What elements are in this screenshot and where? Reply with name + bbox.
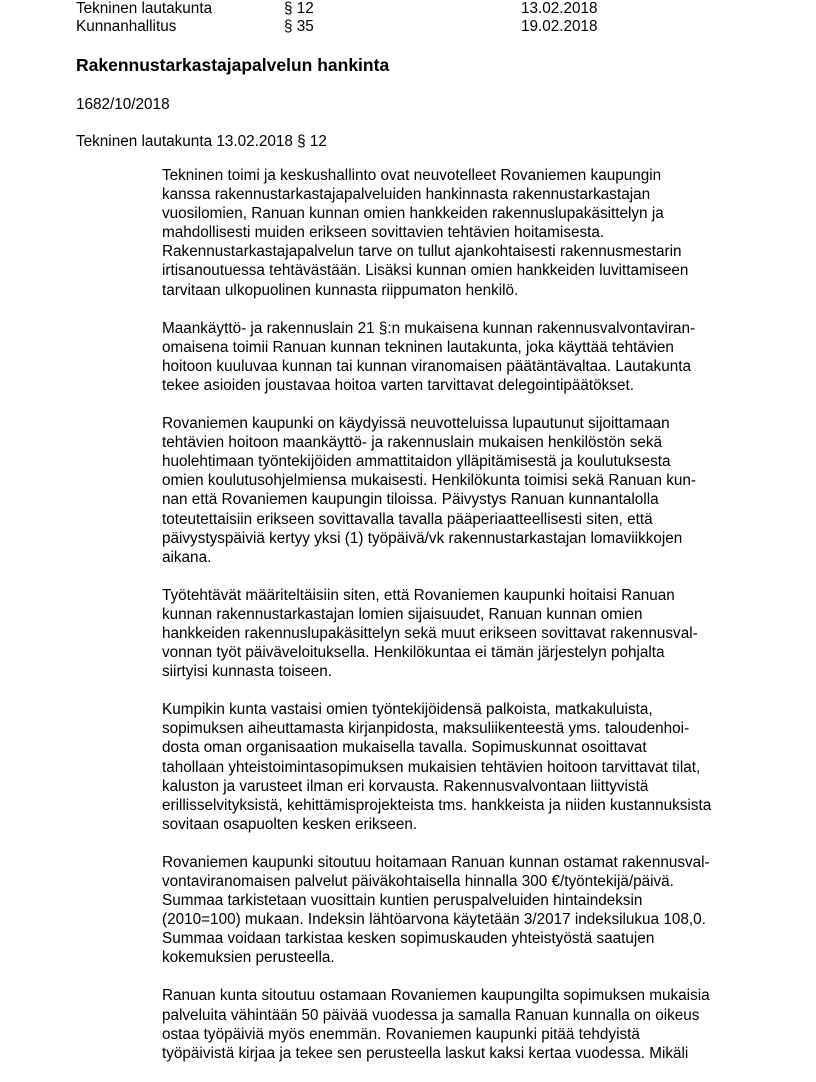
text-line: aikana. <box>162 548 212 566</box>
text-line: huolehtimaan työntekijöiden ammattitaidon ylläpitämisestä ja koulutuksesta <box>162 453 671 471</box>
history-date: 19.02.2018 <box>521 18 598 35</box>
text-line: nan että Rovaniemen kaupungin tiloissa. Päivystys Ranuan kunnantalolla <box>162 491 659 509</box>
text-line: omien koulutusohjelmiensa mukaisesti. Henkilökunta toimisi sekä Ranuan kun- <box>162 472 696 490</box>
text-line: vontaviranomaisen palvelut päiväkohtaisella hinnalla 300 €/työntekijä/päivä. <box>162 873 674 890</box>
document-body <box>162 166 752 1082</box>
text-line: hankkeiden rakennuslupakäsittelyn sekä muut erikseen sovittavat rakennusval- <box>162 624 698 642</box>
text-line: Summaa tarkistetaan vuosittain kuntien peruspalveluiden hintaindeksin <box>162 892 643 910</box>
history-body: Kunnanhallitus <box>76 18 177 35</box>
text-line: päivystyspäiviä kertyy yksi (1) työpäivä/vk rakennustarkastajan lomaviikkojen <box>162 529 683 547</box>
text-line: erillisselvityksistä, kehittämisprojekteista tms. hankkeista ja niiden kustannuksista <box>162 796 712 814</box>
paragraph <box>162 986 752 1062</box>
text-line: sovitaan osapuolten kesken erikseen. <box>162 815 418 833</box>
text-line: dosta oman organisaation mukaisella tavalla. Sopimuskunnat osoittavat <box>162 739 647 757</box>
text-line: Kumpikin kunta vastaisi omien työntekijöidensä palkoista, matkakuluista, <box>162 701 653 719</box>
text-line: irtisanoutuessa tehtävästään. Lisäksi kunnan omien hankkeiden luvittamiseen <box>162 262 689 280</box>
text-line: Tekninen toimi ja keskushallinto ovat neuvotelleet Rovaniemen kaupungin <box>162 167 662 184</box>
text-line: kanssa rakennustarkastajapalveluiden hankinnasta rakennustarkastajan <box>162 186 651 204</box>
case-number: 1682/10/2018 <box>76 96 170 113</box>
paragraph <box>162 414 752 567</box>
text-line: omaisena toimii Ranuan kunnan tekninen lautakunta, joka käyttää tehtävien <box>162 338 674 356</box>
text-line: työpäivistä kirjaa ja tekee sen perusteella laskut kaksi kertaa vuodessa. Mikäli <box>162 1044 689 1062</box>
document-title: Rakennustarkastajapalvelun hankinta <box>76 55 390 75</box>
text-line: Maankäyttö- ja rakennuslain 21 §:n mukaisena kunnan rakennusvalvontaviran- <box>162 319 696 337</box>
text-line: kunnan rakennustarkastajan lomien sijaisuudet, Ranuan kunnan omien <box>162 605 643 623</box>
text-line: ostaa työpäiviä myös enemmän. Rovaniemen kaupunki pitää tehdyistä <box>162 1025 640 1043</box>
meeting-reference: Tekninen lautakunta 13.02.2018 § 12 <box>76 133 327 150</box>
text-line: sopimuksen aiheuttamasta kirjanpidosta, maksuliikenteestä yms. taloudenhoi- <box>162 720 690 738</box>
text-line: palveluita vähintään 50 päivää vuodessa ja samalla Ranuan kunnalla on oikeus <box>162 1006 700 1024</box>
text-line: vuosilomien, Ranuan kunnan omien hankkeiden rakennuslupakäsittelyn ja <box>162 205 664 223</box>
text-line: tarvitaan ulkopuolinen kunnasta riippumaton henkilö. <box>162 281 519 299</box>
text-line: siirtyisi kunnasta toiseen. <box>162 663 333 681</box>
paragraph <box>162 700 752 834</box>
paragraph <box>162 319 752 395</box>
text-line: vonnan työt päiväveloituksella. Henkilökuntaa ei tämän järjestelyn pohjalta <box>162 644 665 662</box>
text-line: kokemuksien perusteella. <box>162 949 335 967</box>
text-line: kaluston ja varusteet ilman eri korvausta. Rakennusvalvontaan liittyvistä <box>162 777 649 795</box>
text-line: Summaa voidaan tarkistaa kesken sopimuskauden yhteistyöstä saatujen <box>162 930 655 948</box>
text-line: Rovaniemen kaupunki on käydyissä neuvotteluissa lupautunut sijoittamaan <box>162 415 670 433</box>
history-row <box>76 0 636 18</box>
history-section: § 12 <box>284 0 314 17</box>
history-date: 13.02.2018 <box>521 0 598 17</box>
text-line: Työtehtävät määriteltäisiin siten, että Rovaniemen kaupunki hoitaisi Ranuan <box>162 586 675 604</box>
text-line: tahollaan yhteistoimintasopimuksen mukaisien tehtävien hoitoon tarvittavat tilat, <box>162 758 701 776</box>
history-section: § 35 <box>284 18 314 35</box>
text-line: toteutettaisiin erikseen sovittavalla tavalla pääperiaatteellisesti siten, että <box>162 510 653 528</box>
text-line: mahdollisesti muiden erikseen sovittavien tehtävien hoitamisesta. <box>162 224 605 242</box>
text-line: Rovaniemen kaupunki sitoutuu hoitamaan Ranuan kunnan ostamat rakennusval- <box>162 853 710 871</box>
text-line: hoitoon kuuluvaa kunnan tai kunnan viranomaisen päätäntävaltaa. Lautakunta <box>162 357 691 375</box>
text-line: tehtävien hoitoon maankäyttö- ja rakennuslain mukaisen henkilöstön sekä <box>162 434 663 452</box>
paragraph <box>162 166 752 300</box>
text-line: Ranuan kunta sitoutuu ostamaan Rovaniemen kaupungilta sopimuksen mukaisia <box>162 987 710 1005</box>
text-line: (2010=100) mukaan. Indeksin lähtöarvona käytetään 3/2017 indeksilukua 108,0. <box>162 911 706 929</box>
history-row <box>76 18 636 36</box>
paragraph <box>162 586 752 681</box>
paragraph <box>162 853 752 968</box>
text-line: tekee asioiden joustavaa hoitoa varten tarvittavat delegointipäätökset. <box>162 376 634 394</box>
history-body: Tekninen lautakunta <box>76 0 213 17</box>
text-line: Rakennustarkastajapalvelun tarve on tullut ajankohtaisesti rakennusmestarin <box>162 243 682 261</box>
